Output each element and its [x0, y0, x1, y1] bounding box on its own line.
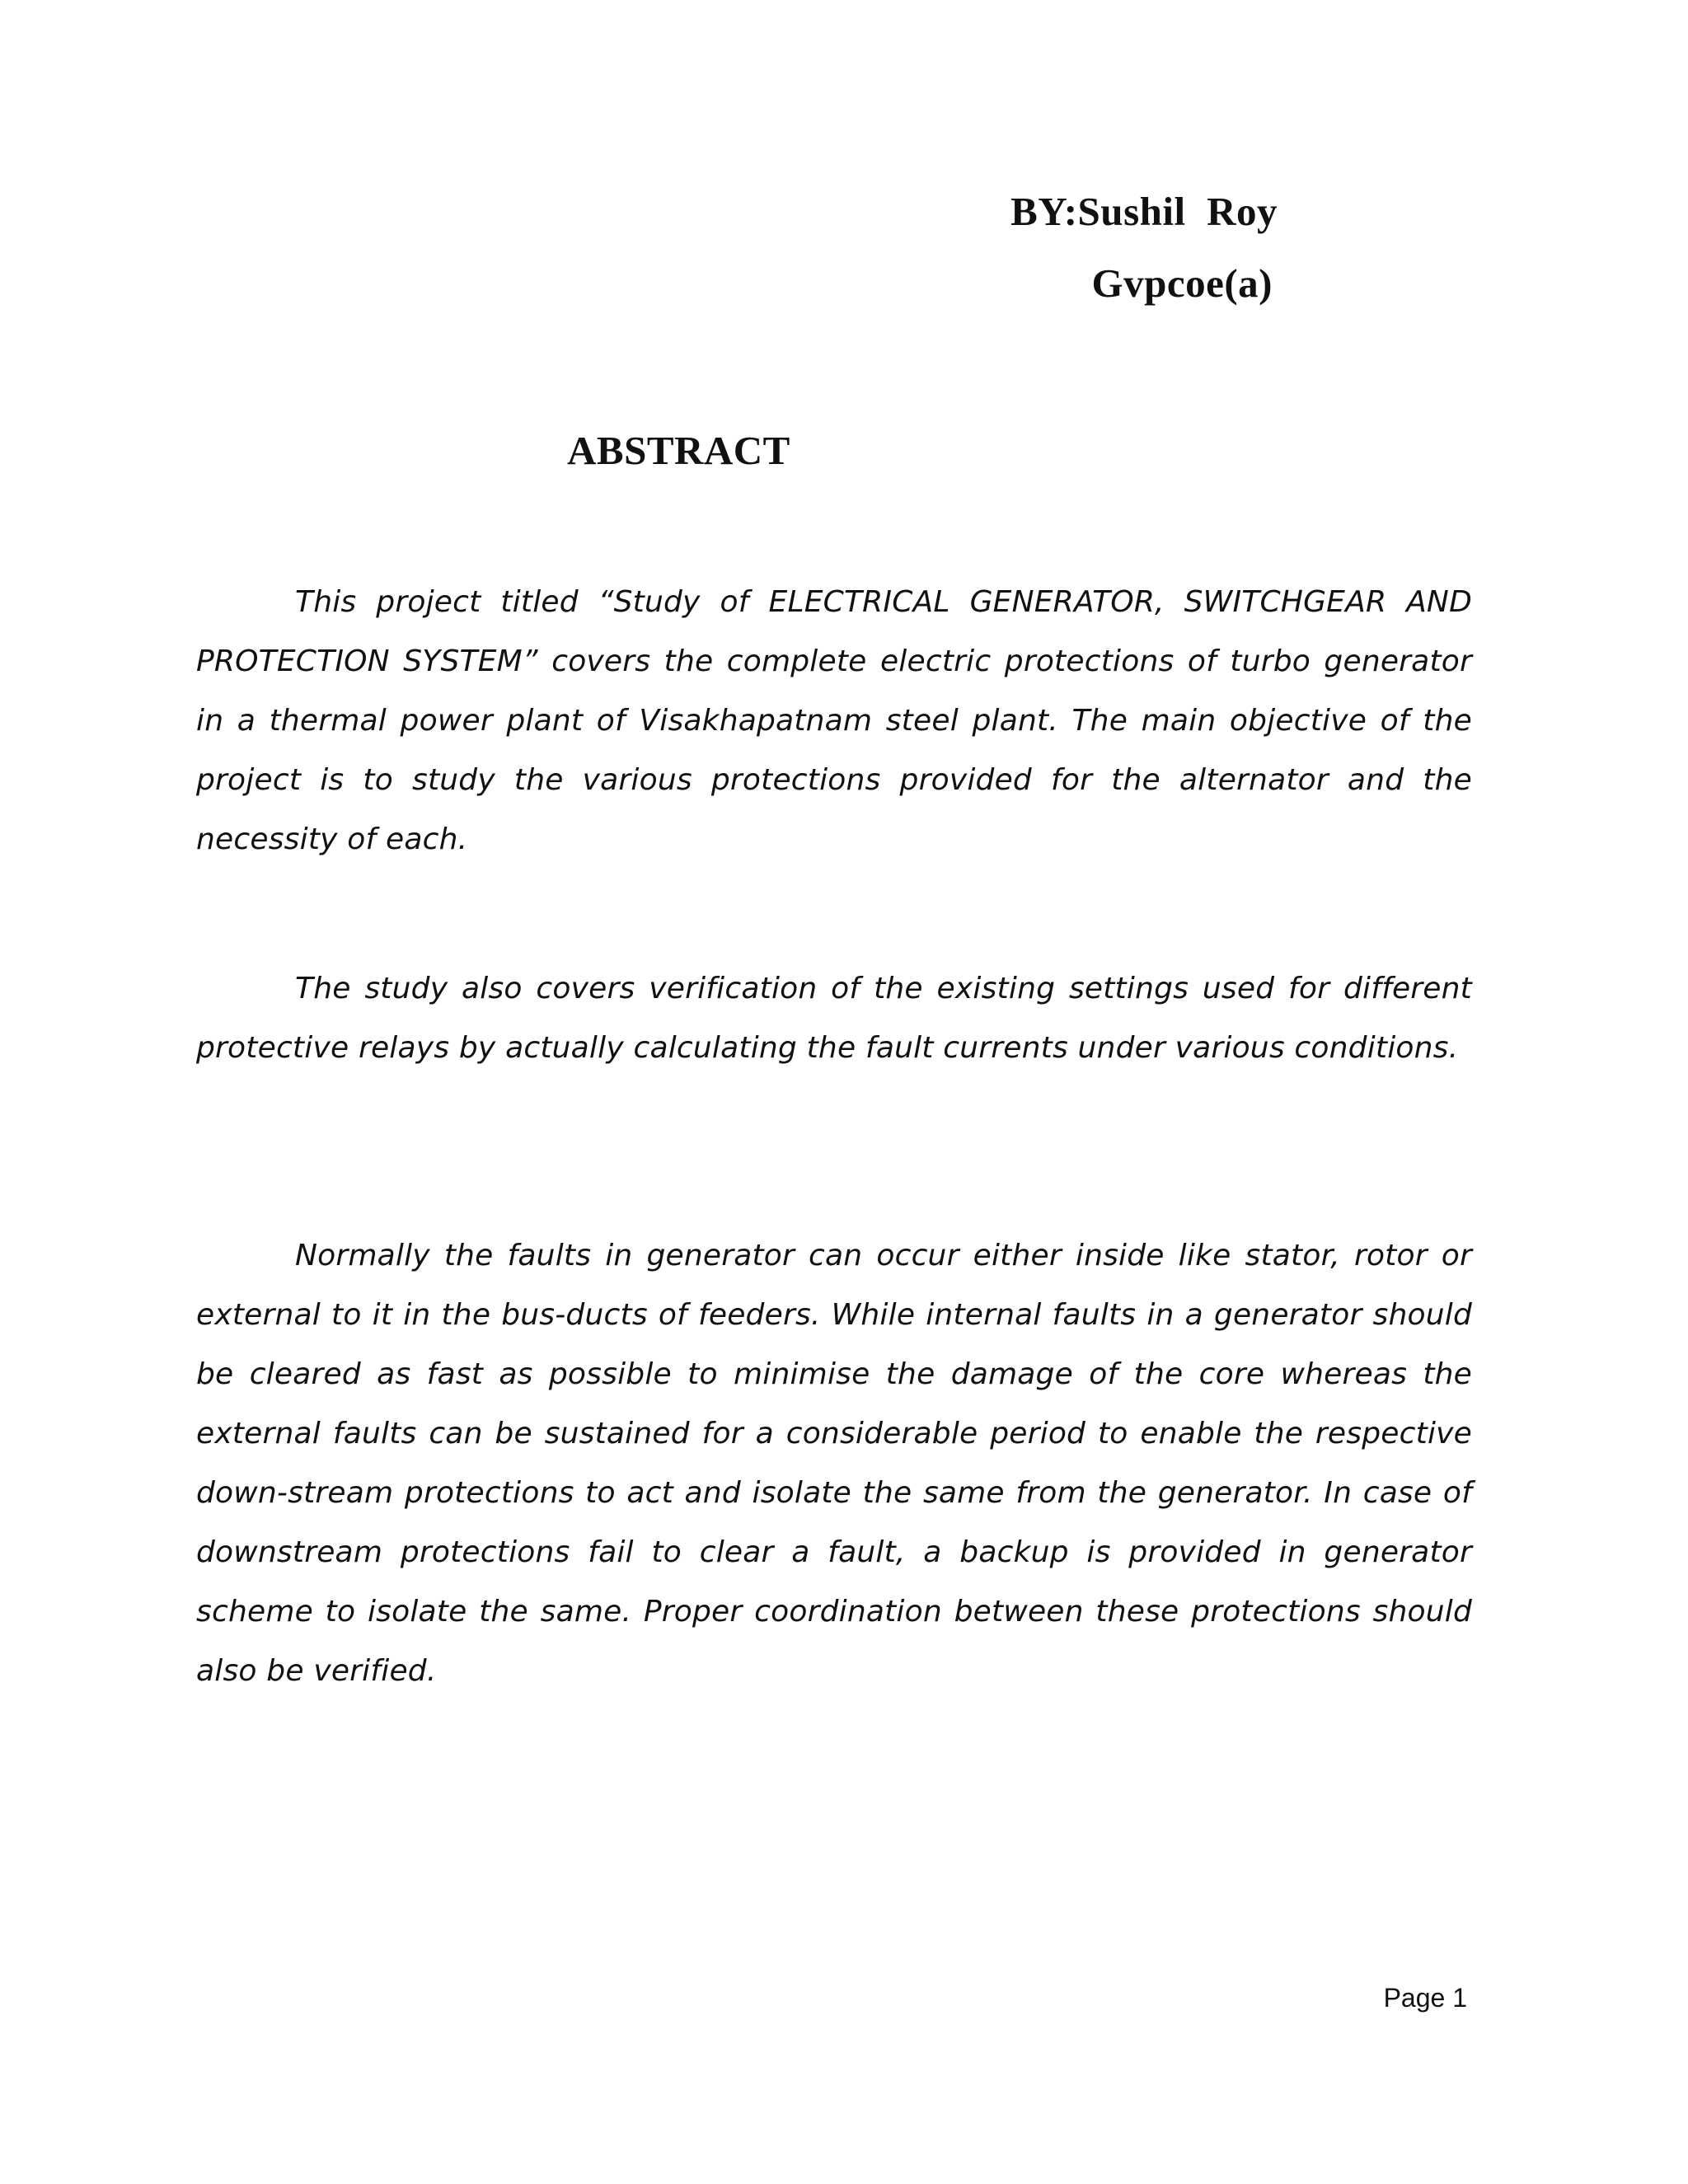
abstract-paragraph: The study also covers verification of the existing settings used for different protective relays by actually calculating the fault currents under various conditions. — [196, 972, 1472, 1065]
abstract-paragraph: Normally the faults in generator can occur either inside like stator, rotor or external to it in the bus-ducts of feeders. While internal faults in a generator should be cleared as fast as possible to minimise the damage of the core whereas the external faults can be sustained for a considerable period to enable the respective down-stream protections to act and isolate the same from the generator. In case of downstream protections fail to clear a fault, a backup is provided in generator scheme to isolate the same. Proper coordination between these protections should also be verified. — [196, 1239, 1472, 1688]
abstract-heading: ABSTRACT — [567, 428, 790, 473]
college-name: Gvpcoe(a) — [1091, 260, 1273, 306]
abstract-paragraph: This project titled “Study of ELECTRICAL GENERATOR, SWITCHGEAR AND PROTECTION SYSTEM” covers the complete electric protections of turbo generator in a thermal power plant of Visakhapatnam steel plant. The main objective of the project is to study the various protections provided for the alternator and the necessity of each. — [196, 585, 1472, 856]
author-name: BY:Sushil Roy — [1010, 189, 1278, 234]
author-byline — [1010, 189, 1278, 306]
page-number: Page 1 — [1383, 1983, 1467, 2013]
